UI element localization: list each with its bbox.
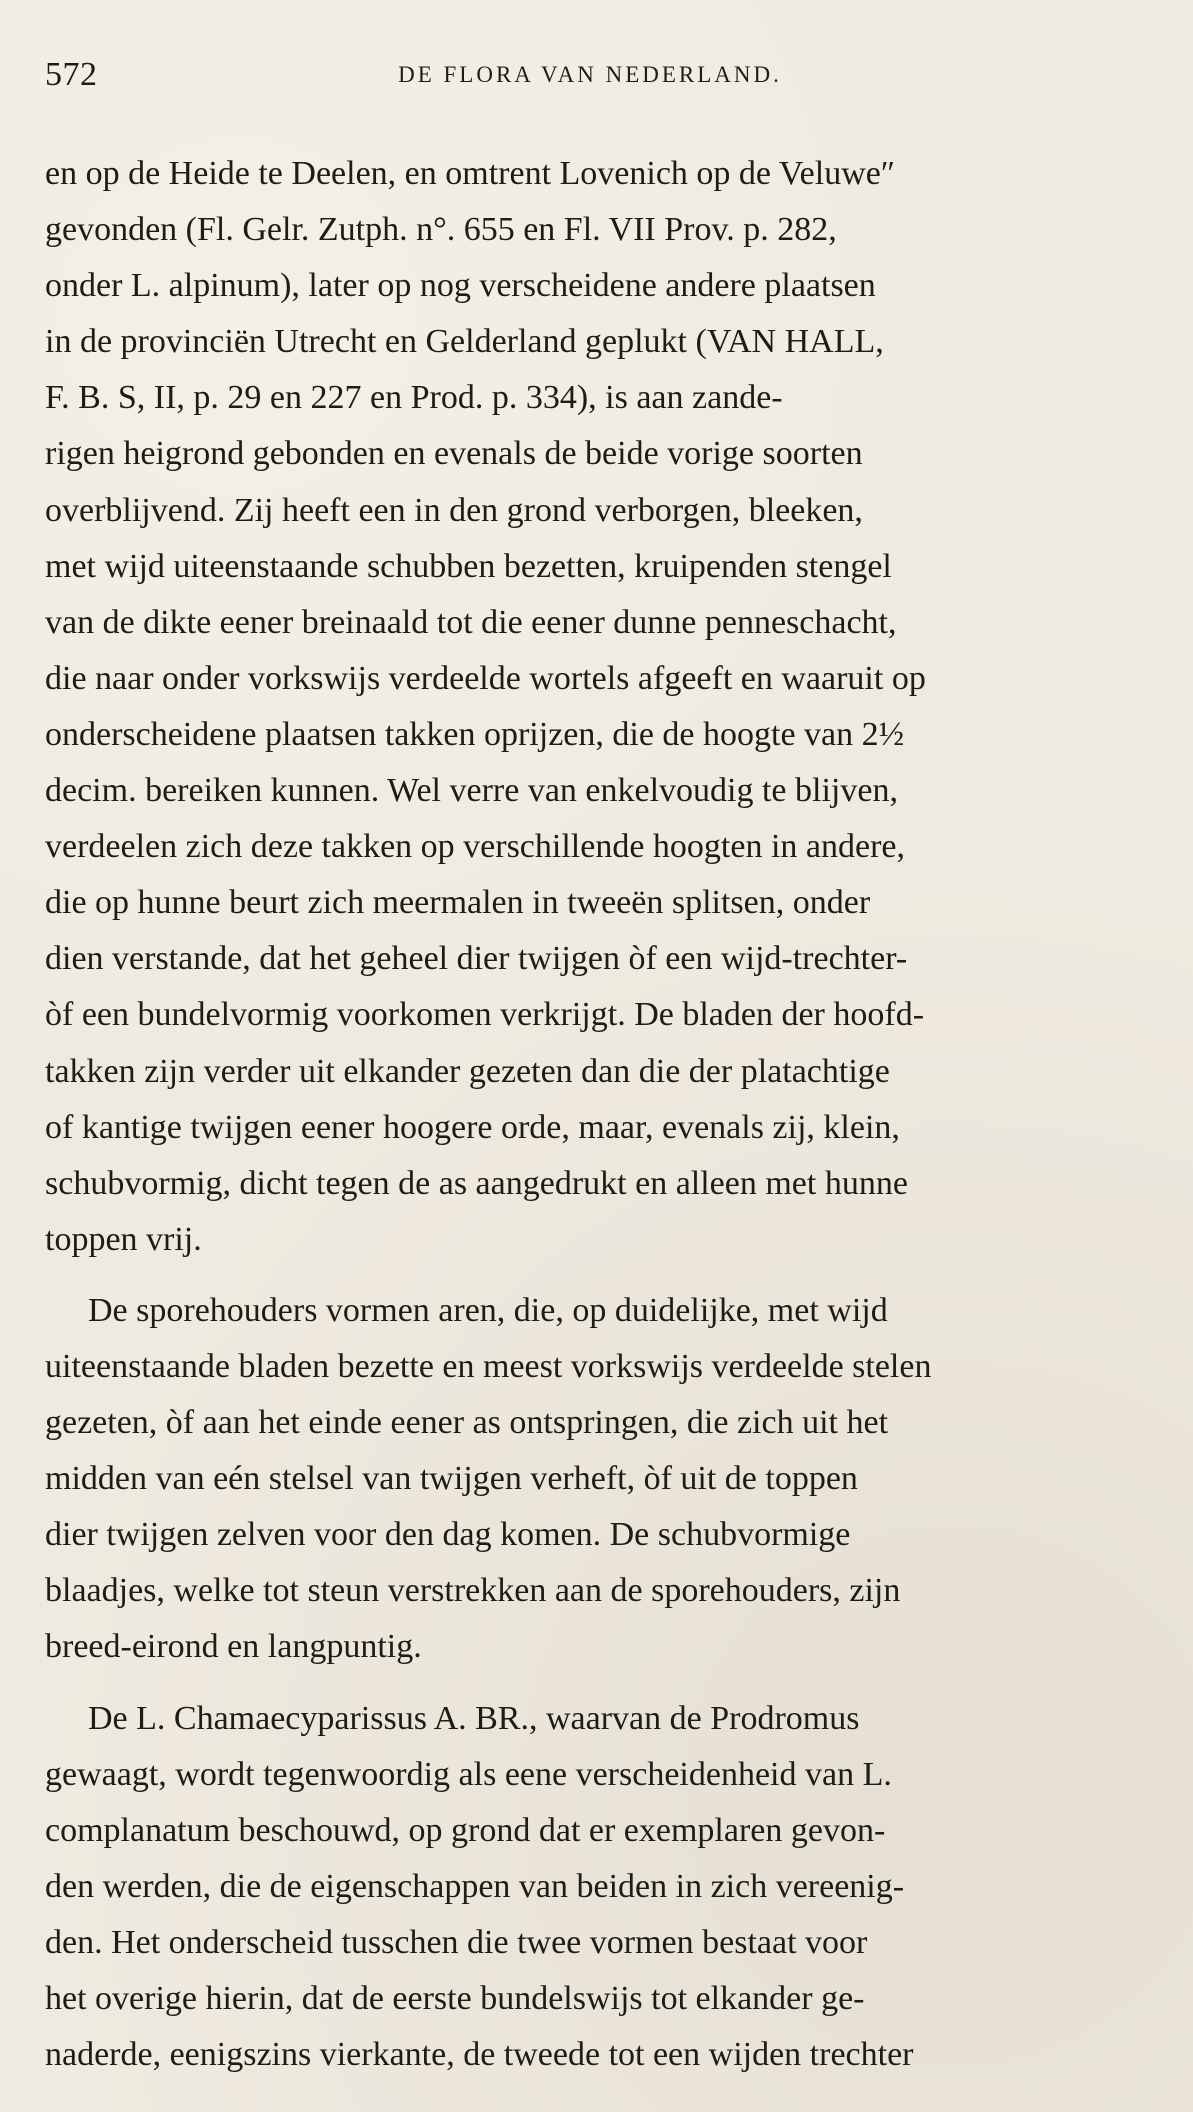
text-line: verdeelen zich deze takken op verschillende hoogten in andere, bbox=[45, 828, 905, 866]
paragraph-1 bbox=[45, 146, 1151, 1268]
text-line: F. B. S, II, p. 29 en 227 en Prod. p. 334), is aan zande- bbox=[45, 379, 783, 417]
text-line: met wijd uiteenstaande schubben bezetten, kruipenden stengel bbox=[45, 547, 892, 585]
text-line: dier twijgen zelven voor den dag komen. De schubvormige bbox=[45, 1516, 851, 1554]
text-line: midden van eén stelsel van twijgen verheft, òf uit de toppen bbox=[45, 1460, 858, 1498]
text-line: blaadjes, welke tot steun verstrekken aan de sporehouders, zijn bbox=[45, 1572, 901, 1610]
text-line: die naar onder vorkswijs verdeelde wortels afgeeft en waaruit op bbox=[45, 659, 926, 697]
text-line: en op de Heide te Deelen, en omtrent Lovenich op de Veluwe″ bbox=[45, 155, 896, 192]
text-line: dien verstande, dat het geheel dier twijgen òf een wijd-trechter- bbox=[45, 940, 908, 978]
text-line: van de dikte eener breinaald tot die eener dunne penneschacht, bbox=[45, 603, 897, 641]
text-line: het overige hierin, dat de eerste bundelswijs tot elkander ge- bbox=[45, 1980, 865, 2017]
text-line: decim. bereiken kunnen. Wel verre van enkelvoudig te blijven, bbox=[45, 772, 898, 810]
text-line: De sporehouders vormen aren, die, op duidelijke, met wijd bbox=[88, 1291, 888, 1329]
text-line: takken zijn verder uit elkander gezeten dan die der platachtige bbox=[45, 1052, 890, 1090]
text-line: die op hunne beurt zich meermalen in tweeën splitsen, onder bbox=[45, 884, 871, 922]
running-head: DE FLORA VAN NEDERLAND. bbox=[398, 62, 782, 87]
text-line: in de provinciën Utrecht en Gelderland geplukt (VAN HALL, bbox=[45, 323, 884, 361]
text-line: den werden, die de eigenschappen van beiden in zich vereenig- bbox=[45, 1867, 905, 1905]
text-line: rigen heigrond gebonden en evenals de beide vorige soorten bbox=[45, 435, 863, 473]
text-line: gevonden (Fl. Gelr. Zutph. n°. 655 en Fl. VII Prov. p. 282, bbox=[45, 211, 837, 249]
paragraph-2 bbox=[45, 1283, 1151, 1676]
text-line: toppen vrij. bbox=[45, 1220, 202, 1258]
text-line: schubvormig, dicht tegen de as aangedrukt en alleen met hunne bbox=[45, 1164, 908, 1202]
text-line: onderscheidene plaatsen takken oprijzen, die de hoogte van 2½ bbox=[45, 715, 905, 753]
text-line: complanatum beschouwd, op grond dat er exemplaren gevon- bbox=[45, 1811, 886, 1849]
text-line: overblijvend. Zij heeft een in den grond verborgen, bleeken, bbox=[45, 491, 863, 529]
text-line: of kantige twijgen eener hoogere orde, maar, evenals zij, klein, bbox=[45, 1108, 900, 1146]
page-header bbox=[45, 56, 1135, 96]
text-line: uiteenstaande bladen bezette en meest vorkswijs verdeelde stelen bbox=[45, 1347, 932, 1385]
text-line: òf een bundelvormig voorkomen verkrijgt. De bladen der hoofd- bbox=[45, 996, 925, 1034]
text-line: naderde, eenigszins vierkante, de tweede tot een wijden trechter bbox=[45, 2036, 914, 2074]
text-line: gezeten, òf aan het einde eener as ontspringen, die zich uit het bbox=[45, 1404, 889, 1442]
page-number: 572 bbox=[45, 56, 98, 93]
text-line: breed-eirond en langpuntig. bbox=[45, 1628, 422, 1666]
page-body bbox=[45, 146, 1151, 2098]
text-line: den. Het onderscheid tusschen die twee vormen bestaat voor bbox=[45, 1923, 868, 1961]
text-line: gewaagt, wordt tegenwoordig als eene verscheidenheid van L. bbox=[45, 1755, 892, 1793]
text-line: De L. Chamaecyparissus A. BR., waarvan de Prodromus bbox=[88, 1699, 860, 1737]
text-line: onder L. alpinum), later op nog verscheidene andere plaatsen bbox=[45, 267, 876, 305]
paragraph-3 bbox=[45, 1691, 1151, 2084]
